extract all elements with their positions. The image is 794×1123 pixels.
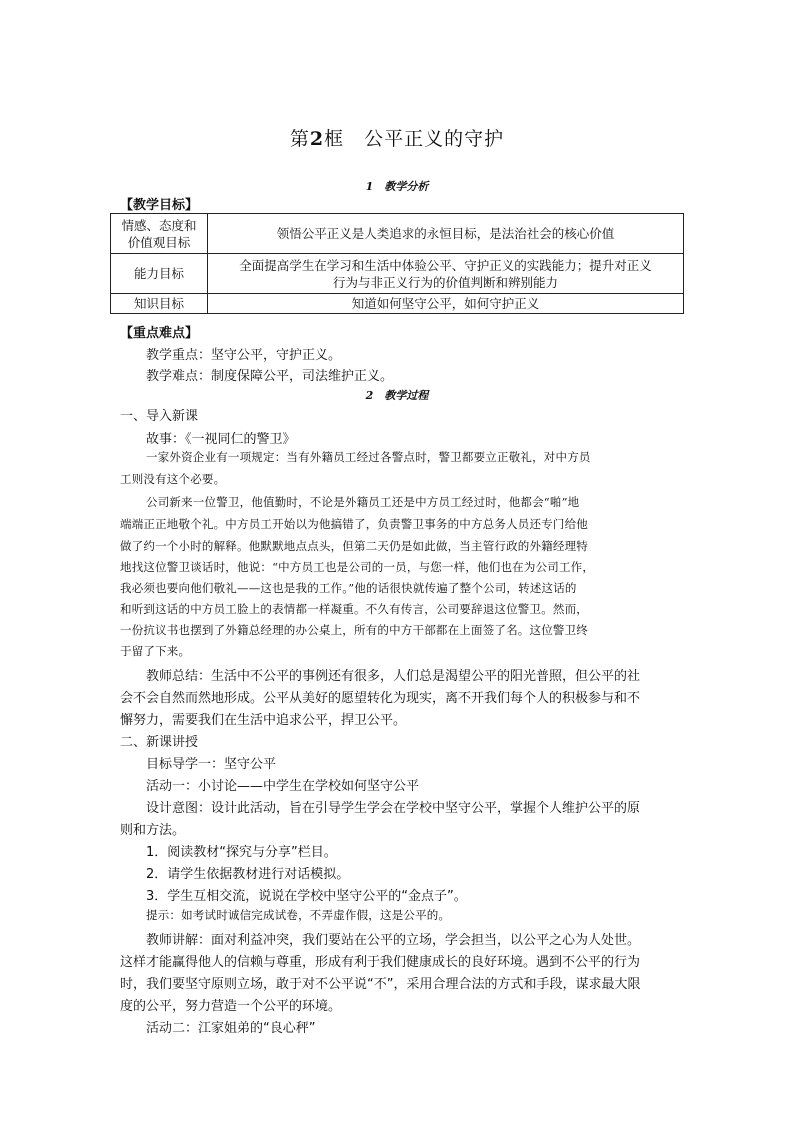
goal-content: 领悟公平正义是人类追求的永恒目标，是法治社会的核心价值 — [208, 214, 684, 254]
story-line: 和听到这话的中方员工脸上的表情都一样凝重。不久有传言，公司要辞退这位警卫。然而， — [120, 602, 588, 616]
table-row — [111, 214, 684, 254]
story-line: 我必须也要向他们敬礼——这也是我的工作。”他的话很快就传遍了整个公司，转述这话的 — [120, 581, 577, 595]
step-item: 3．学生互相交流，说说在学校中坚守公平的“金点子”。 — [146, 889, 467, 904]
summary-line: 教师总结：生活中不公平的事例还有很多，人们总是渴望公平的阳光普照，但公平的社 — [146, 669, 641, 684]
goal-label: 知识目标 — [111, 294, 208, 314]
explain-line: 这样才能赢得他人的信赖与尊重，形成有利于我们健康成长的良好环境。遇到不公平的行为 — [120, 955, 641, 970]
summary-line: 会不会自然而然地形成。公平从美好的愿望转化为现实，离不开我们每个人的积极参与和不 — [120, 691, 641, 706]
story-line: 公司新来一位警卫，他值勤时，不论是外籍员工还是中方员工经过时，他都会“啪”地 — [146, 495, 580, 509]
intent-line: 则和方法。 — [120, 823, 186, 838]
title-prefix: 第 — [289, 128, 310, 150]
hint: 提示：如考试时诚信完成试卷，不弄虚作假，这是公平的。 — [146, 908, 451, 922]
story-line: 端端正正地敬个礼。中方员工开始以为他搞错了，负责警卫事务的中方总务人员还专门给他 — [120, 517, 588, 531]
story-line: 于留了下来。 — [120, 644, 191, 658]
goal-label: 能力目标 — [111, 254, 208, 294]
intent-line: 设计意图：设计此活动，旨在引导学生学会在学校中坚守公平，掌握个人维护公平的原 — [146, 801, 641, 816]
summary-line: 懈努力，需要我们在生活中追求公平，捍卫公平。 — [120, 713, 407, 728]
activity-two: 活动二：江家姐弟的“良心秤” — [146, 1021, 316, 1036]
target-heading: 目标导学一：坚守公平 — [146, 757, 277, 772]
section-heading-process: 2 教学过程 — [365, 389, 429, 402]
story-title: 故事：《一视同仁的警卫》 — [146, 432, 296, 447]
activity-one: 活动一：小讨论——中学生在学校如何坚守公平 — [146, 779, 420, 794]
key-heading: 【重点难点】 — [120, 326, 199, 341]
story-line: 一份抗议书也摆到了外籍总经理的办公桌上，所有的中方干部都在上面签了名。这位警卫终 — [120, 623, 588, 637]
table-row — [111, 254, 684, 294]
difficult-point: 教学难点：制度保障公平，司法维护正义。 — [146, 369, 394, 384]
story-line: 工则没有这个必要。 — [120, 472, 226, 486]
goals-table — [110, 213, 684, 314]
story-line: 做了约一个小时的解释。他默默地点点头，但第二天仍是如此做，当主管行政的外籍经理特 — [120, 539, 588, 553]
table-row — [111, 294, 684, 314]
goal-label: 情感、态度和 价值观目标 — [111, 214, 208, 254]
goal-content: 知道如何坚守公平，如何守护正义 — [208, 294, 684, 314]
explain-line: 时，我们要坚守原则立场，敢于对不公平说“不”，采用合理合法的方式和手段，谋求最大限 — [120, 977, 641, 992]
title-number: 2 — [309, 128, 325, 150]
key-point: 教学重点：坚守公平，守护正义。 — [146, 348, 342, 363]
story-line: 地找这位警卫谈话时，他说：“中方员工也是公司的一员，与您一样，他们也在为公司工作， — [120, 560, 595, 574]
part-heading-new: 二、新课讲授 — [120, 735, 199, 750]
goals-heading: 【教学目标】 — [120, 198, 199, 213]
title-rest: 框 公平正义的守护 — [324, 128, 505, 150]
story-line: 一家外资企业有一项规定：当有外籍员工经过各警点时，警卫都要立正敬礼，对中方员 — [146, 450, 591, 464]
explain-line: 度的公平，努力营造一个公平的环境。 — [120, 999, 342, 1014]
step-item: 1．阅读教材“探究与分享”栏目。 — [146, 845, 337, 860]
explain-line: 教师讲解：面对利益冲突，我们要站在公平的立场，学会担当，以公平之心为人处世。 — [146, 933, 641, 948]
section-heading-analysis: 1 教学分析 — [365, 180, 429, 193]
goal-content: 全面提高学生在学习和生活中体验公平、守护正义的实践能力；提升对正义 行为与非正义行为的价值判断和辨别能力 — [208, 254, 684, 294]
step-item: 2．请学生依据教材进行对话模拟。 — [146, 867, 350, 882]
page-title — [0, 124, 794, 151]
part-heading-intro: 一、导入新课 — [120, 409, 199, 424]
